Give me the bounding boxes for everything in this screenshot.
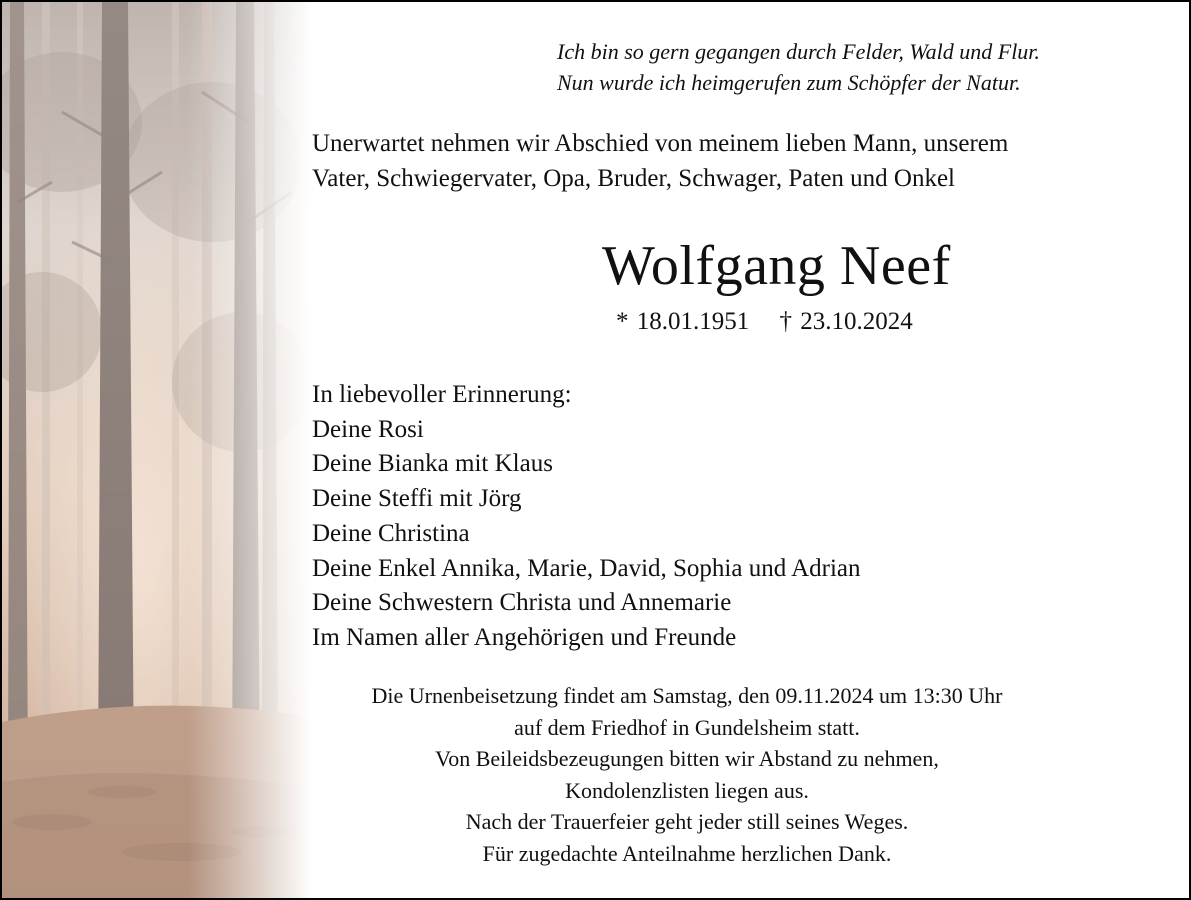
funeral-notice [302,680,1072,869]
mourners-list [312,378,861,656]
notice-line: Nach der Trauerfeier geht jeder still seines Weges. [465,809,909,834]
intro-text [312,126,1182,196]
mourner-entry: Deine Rosi [312,415,424,443]
life-dates [616,305,913,339]
intro-line: Unerwartet nehmen wir Abschied von meinem lieben Mann, unserem [312,130,1009,157]
notice-line: Von Beileidsbezeugungen bitten wir Abstand zu nehmen, [435,746,939,771]
verse-line: Ich bin so gern gegangen durch Felder, Wald und Flur. [557,39,1040,64]
verse-line: Nun wurde ich heimgerufen zum Schöpfer der Natur. [557,70,1021,95]
mourner-entry: Deine Schwestern Christa und Annemarie [312,589,732,617]
death-date: † 23.10.2024 [779,308,913,335]
notice-line: Kondolenzlisten liegen aus. [565,777,809,803]
obituary-text [2,2,1191,900]
memorial-verse [557,36,1177,98]
notice-line: auf dem Friedhof in Gundelsheim statt. [514,714,860,740]
mourner-entry: Deine Christina [312,519,470,547]
mourner-entry: Deine Steffi mit Jörg [312,485,522,513]
mourner-entry: Deine Enkel Annika, Marie, David, Sophia und Adrian [312,554,861,582]
mourners-heading: In liebevoller Erinnerung: [312,381,572,408]
mourner-entry: Deine Bianka mit Klaus [312,450,553,478]
intro-line: Vater, Schwiegervater, Opa, Bruder, Schwager, Paten und Onkel [312,165,956,192]
notice-line: Für zugedachte Anteilnahme herzlichen Dank. [482,840,892,866]
birth-date: * 18.01.1951 [616,308,750,335]
mourner-entry: Im Namen aller Angehörigen und Freunde [312,623,737,651]
notice-line: Die Urnenbeisetzung findet am Samstag, den 09.11.2024 um 13:30 Uhr [371,683,1003,708]
deceased-name: Wolfgang Neef [602,235,951,297]
